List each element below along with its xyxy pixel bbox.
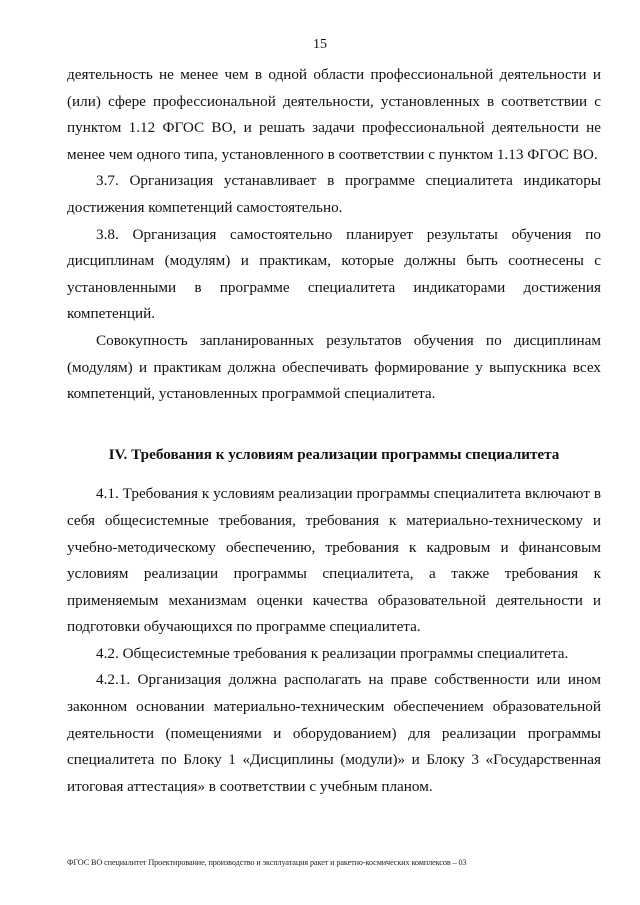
paragraph-learning-outcomes: Совокупность запланированных результатов обучения по дисциплинам (модулям) и практикам должна обеспечивать формирование у выпускника всех компетенций, установленных программой специалитета. — [67, 331, 601, 403]
section-heading: IV. Требования к условиям реализации программы специалитета — [108, 445, 560, 463]
paragraph-continuation: деятельность не менее чем в одной области профессиональной деятельности и (или) сфере профессиональной деятельности, установленных в соответствии с пунктом 1.12 ФГОС ВО, и решать задачи профессиональной деятельности не менее чем одного типа, установленного в соответствии с пунктом 1.13 ФГОС ВО. — [67, 66, 601, 163]
page-number: 15 — [313, 37, 327, 52]
paragraph-4-1: 4.1. Требования к условиям реализации программы специалитета включают в себя общесистемные требования, требования к материально-техническому и учебно-методическому обеспечению, требования к кадровым и финансовым условиям реализации программы специалитета, а также требования к применяемым механизмам оценки качества образовательной деятельности и подготовки обучающихся по программе специалитета. — [67, 485, 601, 636]
paragraph-4-2-1: 4.2.1. Организация должна располагать на праве собственности или ином законном основании материально-техническим обеспечением образовательной деятельности (помещениями и оборудованием) для реализации программы специалитета по Блоку 1 «Дисциплины (модули)» и Блоку 3 «Государственная итоговая аттестация» в соответствии с учебным планом. — [67, 671, 601, 795]
page-content — [67, 62, 601, 800]
paragraph-3-8: 3.8. Организация самостоятельно планирует результаты обучения по дисциплинам (модулям) и практикам, которые должны быть соотнесены с установленными в программе специалитета индикаторами достижения компетенций. — [67, 225, 601, 323]
paragraph-3-7: 3.7. Организация устанавливает в программе специалитета индикаторы достижения компетенций самостоятельно. — [67, 172, 601, 216]
page-footer: ФГОС ВО специалитет Проектирование, производство и эксплуатация ракет и ракетно-космических комплексов – 03 — [67, 858, 467, 867]
paragraph-4-2: 4.2. Общесистемные требования к реализации программы специалитета. — [96, 644, 569, 662]
